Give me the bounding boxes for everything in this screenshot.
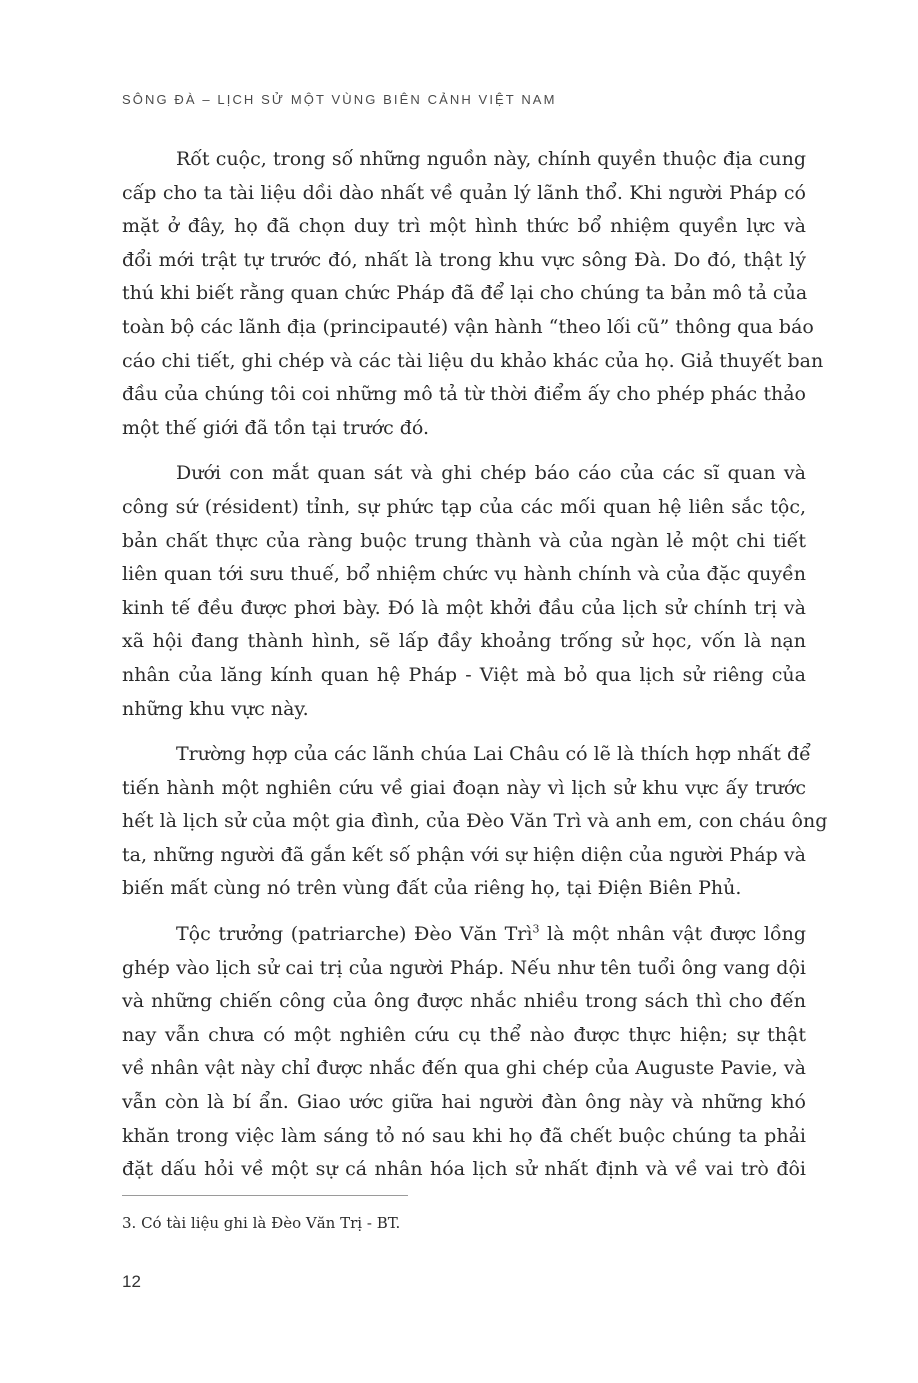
text-line: mặt ở đây, họ đã chọn duy trì một hình thức bổ nhiệm quyền lực và [122, 215, 806, 238]
text-line-end: là một nhân vật được lồng [539, 923, 806, 946]
running-header: SÔNG ĐÀ – LỊCH SỬ MỘT VÙNG BIÊN CẢNH VIỆT NAM [122, 92, 557, 107]
text-line [122, 918, 806, 952]
footnote-divider [122, 1195, 408, 1196]
text-line: thú khi biết rằng quan chức Pháp đã để lại cho chúng ta bản mô tả của [122, 282, 808, 305]
text-line: Trường hợp của các lãnh chúa Lai Châu có lẽ là thích hợp nhất để [176, 743, 811, 766]
paragraph-3 [122, 738, 828, 906]
text-line: đổi mới trật tự trước đó, nhất là trong khu vực sông Đà. Do đó, thật lý [122, 248, 806, 271]
text-line: xã hội đang thành hình, sẽ lấp đầy khoảng trống sử học, vốn là nạn [122, 630, 806, 653]
text-line: cấp cho ta tài liệu dồi dào nhất về quản lý lãnh thổ. Khi người Pháp có [122, 181, 806, 204]
page-number: 12 [122, 1272, 141, 1291]
text-line: ghép vào lịch sử cai trị của người Pháp. Nếu như tên tuổi ông vang dội [122, 956, 806, 979]
text-line: Rốt cuộc, trong số những nguồn này, chính quyền thuộc địa cung [176, 148, 806, 170]
text-line: nhân của lăng kính quan hệ Pháp - Việt mà bỏ qua lịch sử riêng của [122, 663, 806, 686]
text-line: công sứ (résident) tỉnh, sự phức tạp của các mối quan hệ liên sắc tộc, [122, 495, 806, 518]
text-line-start: Tộc trưởng (patriarche) Đèo Văn Trì [176, 923, 533, 946]
text-line: Dưới con mắt quan sát và ghi chép báo cáo của các sĩ quan và [176, 462, 806, 485]
text-line: toàn bộ các lãnh địa (principauté) vận hành “theo lối cũ” thông qua báo [122, 315, 814, 338]
paragraph-2 [122, 457, 806, 726]
text-line: hết là lịch sử của một gia đình, của Đèo Văn Trì và anh em, con cháu ông [122, 810, 828, 833]
text-line: tiến hành một nghiên cứu về giai đoạn này vì lịch sử khu vực ấy trước [122, 776, 806, 799]
paragraph-4 [122, 918, 806, 1187]
text-line: cáo chi tiết, ghi chép và các tài liệu du khảo khác của họ. Giả thuyết ban [122, 349, 824, 372]
text-line: một thế giới đã tồn tại trước đó. [122, 416, 430, 439]
footnote: 3. Có tài liệu ghi là Đèo Văn Trị - BT. [122, 1214, 401, 1232]
text-line: về nhân vật này chỉ được nhắc đến qua ghi chép của Auguste Pavie, và [122, 1057, 806, 1080]
text-line: đầu của chúng tôi coi những mô tả từ thời điểm ấy cho phép phác thảo [122, 383, 806, 406]
text-line: những khu vực này. [122, 697, 309, 720]
text-line: biến mất cùng nó trên vùng đất của riêng họ, tại Điện Biên Phủ. [122, 877, 742, 900]
body-text [122, 143, 828, 1199]
text-line: ta, những người đã gắn kết số phận với sự hiện diện của người Pháp và [122, 843, 806, 866]
text-line: bản chất thực của ràng buộc trung thành và của ngàn lẻ một chi tiết [122, 529, 806, 552]
footnote-reference[interactable]: 3 [532, 922, 540, 936]
text-line: nay vẫn chưa có một nghiên cứu cụ thể nào được thực hiện; sự thật [122, 1023, 806, 1046]
paragraph-1 [122, 143, 824, 445]
text-line: vẫn còn là bí ẩn. Giao ước giữa hai người đàn ông này và những khó [122, 1091, 806, 1114]
text-line: đặt dấu hỏi về một sự cá nhân hóa lịch sử nhất định và về vai trò đôi [122, 1158, 806, 1181]
text-line: và những chiến công của ông được nhắc nhiều trong sách thì cho đến [122, 990, 806, 1013]
text-line: kinh tế đều được phơi bày. Đó là một khởi đầu của lịch sử chính trị và [122, 596, 806, 619]
text-line: liên quan tới sưu thuế, bổ nhiệm chức vụ hành chính và của đặc quyền [122, 563, 806, 586]
text-line: khăn trong việc làm sáng tỏ nó sau khi họ đã chết buộc chúng ta phải [122, 1124, 806, 1147]
